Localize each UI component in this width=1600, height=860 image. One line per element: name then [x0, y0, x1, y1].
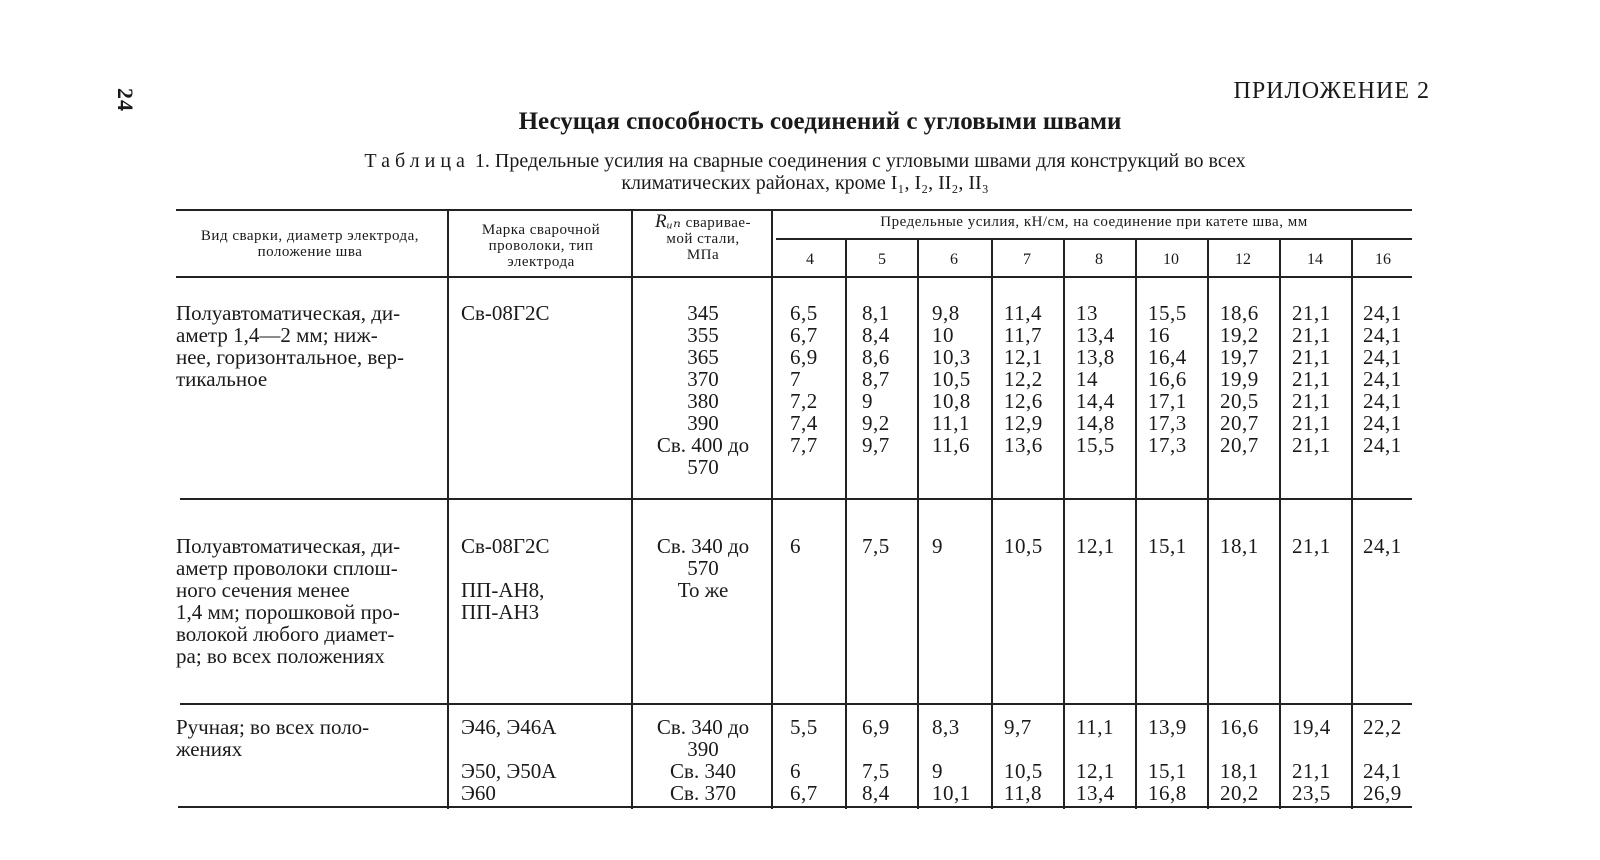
table-cell: 21,1 [1292, 389, 1331, 413]
table-bottom-rule [178, 806, 1412, 808]
header-leg-12: 12 [1235, 251, 1251, 268]
table-cell: 21,1 [1292, 534, 1331, 558]
group-1-description [176, 302, 442, 390]
table-cell: 24,1 [1363, 345, 1402, 369]
table-cell: 7,5 [862, 759, 890, 783]
table-cell: 24,1 [1363, 301, 1402, 325]
table-cell: 17,3 [1148, 433, 1187, 457]
description-line: аметр проволоки сплош- [176, 556, 398, 580]
table-cell: 15,1 [1148, 759, 1187, 783]
header-leg-14: 14 [1307, 251, 1323, 268]
value-column [1292, 302, 1354, 456]
wire-value: Э50, Э50А [461, 759, 557, 783]
table-cell: 12,1 [1004, 345, 1043, 369]
table-cell: 21,1 [1292, 411, 1331, 435]
table-cell: 21,1 [1292, 301, 1331, 325]
table-cell: 14,8 [1076, 411, 1115, 435]
table-cell: 17,1 [1148, 389, 1187, 413]
column-divider [771, 209, 773, 809]
table-cell: 8,4 [862, 781, 890, 805]
table-cell: 24,1 [1363, 534, 1402, 558]
table-cell: 6,7 [790, 323, 818, 347]
table-cell: 11,8 [1004, 781, 1042, 805]
group-2-wire [461, 535, 550, 623]
table-cell: 21,1 [1292, 759, 1331, 783]
caption-line-2: климатических районах, кроме I₁, I₂, II₂, II₃ [621, 172, 989, 194]
table-top-rule [176, 209, 1412, 211]
value-column [1292, 716, 1354, 804]
table-cell: 18,6 [1220, 301, 1259, 325]
header-sub-rule [776, 238, 1412, 240]
table-cell: 13,9 [1148, 715, 1187, 739]
value-column [1076, 302, 1138, 456]
value-column [1076, 535, 1138, 557]
value-column [932, 302, 994, 456]
table-cell: 6 [790, 759, 801, 783]
value-column [1363, 302, 1425, 456]
value-column [1220, 535, 1282, 557]
table-cell: 16,4 [1148, 345, 1187, 369]
value-column [1363, 535, 1425, 557]
header-leg-5: 5 [878, 251, 886, 268]
table-cell: 20,7 [1220, 411, 1259, 435]
table-cell: 24,1 [1363, 389, 1402, 413]
value-column [932, 716, 994, 804]
table-cell: 12,1 [1076, 534, 1115, 558]
run-value: 370 [687, 367, 719, 391]
table-cell: 12,2 [1004, 367, 1043, 391]
run-value: Св. 340 до [656, 715, 750, 739]
value-column [932, 535, 994, 557]
table-cell: 13,6 [1004, 433, 1043, 457]
column-divider [631, 209, 633, 809]
value-column [862, 716, 924, 804]
header-weld-type: Вид сварки, диаметр электрода, положение шва [200, 228, 420, 260]
wire-value: ПП-АН8, [461, 578, 545, 602]
group-1-run-values [640, 302, 766, 478]
table-cell: 12,6 [1004, 389, 1043, 413]
wire-value: Св-08Г2С [461, 534, 550, 558]
group-3-wire [461, 716, 556, 804]
table-cell: 19,7 [1220, 345, 1259, 369]
header-wire-brand: Марка сварочной проволоки, тип электрода [481, 222, 601, 270]
run-value: 390 [687, 737, 719, 761]
wire-value [461, 557, 550, 579]
table-cell: 16 [1148, 323, 1170, 347]
description-line: волокой любого диамет- [176, 622, 395, 646]
table-cell: 7,2 [790, 389, 818, 413]
table-cell: 11,7 [1004, 323, 1042, 347]
run-value: 570 [687, 556, 719, 580]
description-line: Ручная; во всех поло- [176, 715, 370, 739]
table-cell [1076, 738, 1138, 760]
run-value: Св. 400 до [656, 433, 750, 457]
table-cell: 10 [932, 323, 954, 347]
table-cell: 16,8 [1148, 781, 1187, 805]
table-cell: 16,6 [1148, 367, 1187, 391]
table-cell: 12,9 [1004, 411, 1043, 435]
table-cell: 24,1 [1363, 759, 1402, 783]
table-cell: 24,1 [1363, 367, 1402, 391]
value-column [1363, 716, 1425, 804]
description-line: Полуавтоматическая, ди- [176, 301, 401, 325]
table-cell: 9 [932, 534, 943, 558]
table-cell: 15,5 [1076, 433, 1115, 457]
table-cell: 8,7 [862, 367, 890, 391]
table-cell: 24,1 [1363, 433, 1402, 457]
table-cell [1004, 738, 1066, 760]
table-cell: 9 [862, 389, 873, 413]
value-column [1220, 302, 1282, 456]
run-unit: МПа [686, 247, 720, 263]
description-line: нее, горизонтальное, вер- [176, 345, 405, 369]
table-cell: 22,2 [1363, 715, 1402, 739]
table-cell: 14,4 [1076, 389, 1115, 413]
table-cell: 11,4 [1004, 301, 1042, 325]
table-cell: 13,4 [1076, 323, 1115, 347]
table-cell: 17,3 [1148, 411, 1187, 435]
header-leg-16: 16 [1375, 251, 1391, 268]
table-cell: 9,2 [862, 411, 890, 435]
value-column [790, 535, 852, 557]
value-column [1004, 302, 1066, 456]
table-cell: 24,1 [1363, 411, 1402, 435]
run-value: Св. 340 до [656, 534, 750, 558]
run-value: 355 [687, 323, 719, 347]
header-leg-4: 4 [806, 251, 814, 268]
table-cell: 6,5 [790, 301, 818, 325]
header-leg-7: 7 [1023, 251, 1031, 268]
table-cell: 10,5 [1004, 534, 1043, 558]
run-value: 380 [687, 389, 719, 413]
table-cell: 21,1 [1292, 323, 1331, 347]
table-cell: 19,4 [1292, 715, 1331, 739]
wire-value [461, 738, 556, 760]
run-label-2: мой стали, [666, 231, 740, 247]
table-cell: 21,1 [1292, 345, 1331, 369]
value-column [790, 302, 852, 456]
table-cell: 13,8 [1076, 345, 1115, 369]
group-2-bottom-rule [180, 703, 1412, 705]
table-cell: 6 [790, 534, 801, 558]
header-run [636, 211, 770, 263]
table-cell: 13,4 [1076, 781, 1115, 805]
table-cell: 11,6 [932, 433, 970, 457]
table-cell: 6,9 [862, 715, 890, 739]
table-cell [1292, 738, 1354, 760]
header-leg-6: 6 [950, 251, 958, 268]
table-cell: 10,8 [932, 389, 971, 413]
table-cell: 26,9 [1363, 781, 1402, 805]
group-2-run-values [640, 535, 766, 601]
table-cell: 7 [790, 367, 801, 391]
run-label: сваривае- [681, 215, 752, 231]
table-cell [790, 738, 852, 760]
table-cell: 8,4 [862, 323, 890, 347]
run-value: То же [677, 578, 729, 602]
table-cell [1220, 738, 1282, 760]
table-cell: 7,4 [790, 411, 818, 435]
table-cell: 10,5 [932, 367, 971, 391]
header-bottom-rule [176, 276, 1412, 278]
wire-value: ПП-АН3 [461, 600, 540, 624]
description-line: тикальное [176, 367, 268, 391]
column-divider [447, 209, 449, 809]
table-cell: 11,1 [932, 411, 970, 435]
page-title: Несущая способность соединений с угловыми швами [518, 108, 1122, 135]
table-cell: 8,3 [932, 715, 960, 739]
table-cell: 9 [932, 759, 943, 783]
group-3-run-values [640, 716, 766, 804]
table-cell [932, 738, 994, 760]
description-line: жениях [176, 737, 243, 761]
description-line: 1,4 мм; порошковой про- [176, 600, 400, 624]
table-cell: 7,5 [862, 534, 890, 558]
table-cell: 6,9 [790, 345, 818, 369]
table-cell: 16,6 [1220, 715, 1259, 739]
value-column [862, 535, 924, 557]
appendix-label: ПРИЛОЖЕНИЕ 2 [1233, 78, 1430, 104]
description-line: Полуавтоматическая, ди- [176, 534, 401, 558]
table-cell: 20,2 [1220, 781, 1259, 805]
table-cell: 15,5 [1148, 301, 1187, 325]
header-leg-10: 10 [1163, 251, 1179, 268]
value-column [862, 302, 924, 456]
caption-text: 1. Предельные усилия на сварные соединения с угловыми швами для конструкций во всех [469, 150, 1246, 172]
table-cell: 9,7 [1004, 715, 1032, 739]
table-cell: 10,1 [932, 781, 971, 805]
caption-label: Таблица [364, 150, 470, 172]
table-cell: 8,1 [862, 301, 890, 325]
value-column [1076, 716, 1138, 804]
run-value: 390 [687, 411, 719, 435]
table-cell: 24,1 [1363, 323, 1402, 347]
value-column [1220, 716, 1282, 804]
table-cell: 11,1 [1076, 715, 1114, 739]
table-cell: 7,7 [790, 433, 818, 457]
table-cell: 9,8 [932, 301, 960, 325]
table-cell: 20,7 [1220, 433, 1259, 457]
table-cell: 13 [1076, 301, 1098, 325]
header-limit-forces: Предельные усилия, кН/см, на соединение при катете шва, мм [880, 214, 1308, 230]
table-cell: 19,9 [1220, 367, 1259, 391]
table-cell: 14 [1076, 367, 1098, 391]
run-value: 365 [687, 345, 719, 369]
table-cell: 15,1 [1148, 534, 1187, 558]
table-cell: 5,5 [790, 715, 818, 739]
group-3-description [176, 716, 442, 760]
table-cell: 23,5 [1292, 781, 1331, 805]
table-cell: 12,1 [1076, 759, 1115, 783]
table-cell [1363, 738, 1425, 760]
header-leg-8: 8 [1095, 251, 1103, 268]
table-cell: 21,1 [1292, 367, 1331, 391]
value-column [1148, 716, 1210, 804]
wire-value: Э46, Э46А [461, 715, 557, 739]
table-cell: 10,5 [1004, 759, 1043, 783]
value-column [1292, 535, 1354, 557]
description-line: ра; во всех положениях [176, 644, 385, 668]
table-cell: 18,1 [1220, 534, 1259, 558]
table-cell: 8,6 [862, 345, 890, 369]
page-number: 24 [113, 88, 138, 112]
description-line: ного сечения менее [176, 578, 350, 602]
description-line: аметр 1,4—2 мм; ниж- [176, 323, 378, 347]
value-column [1148, 302, 1210, 456]
table-cell: 18,1 [1220, 759, 1259, 783]
table-caption [170, 150, 1440, 194]
run-value: 570 [687, 455, 719, 479]
value-column [790, 716, 852, 804]
table-cell: 9,7 [862, 433, 890, 457]
table-cell [1148, 738, 1210, 760]
value-column [1004, 716, 1066, 804]
table-cell: 6,7 [790, 781, 818, 805]
group-2-description [176, 535, 442, 667]
value-column [1148, 535, 1210, 557]
wire-value: Э60 [461, 781, 496, 805]
group-1-bottom-rule [180, 498, 1412, 500]
run-value: Св. 370 [670, 781, 736, 805]
table-cell: 21,1 [1292, 433, 1331, 457]
table-cell: 10,3 [932, 345, 971, 369]
run-symbol: Rᵤₙ [654, 211, 682, 232]
run-value: Св. 340 [670, 759, 736, 783]
table-cell [862, 738, 924, 760]
group-1-wire: Св-08Г2С [461, 301, 550, 325]
value-column [1004, 535, 1066, 557]
table-cell: 19,2 [1220, 323, 1259, 347]
table-cell: 20,5 [1220, 389, 1259, 413]
run-value: 345 [687, 301, 719, 325]
